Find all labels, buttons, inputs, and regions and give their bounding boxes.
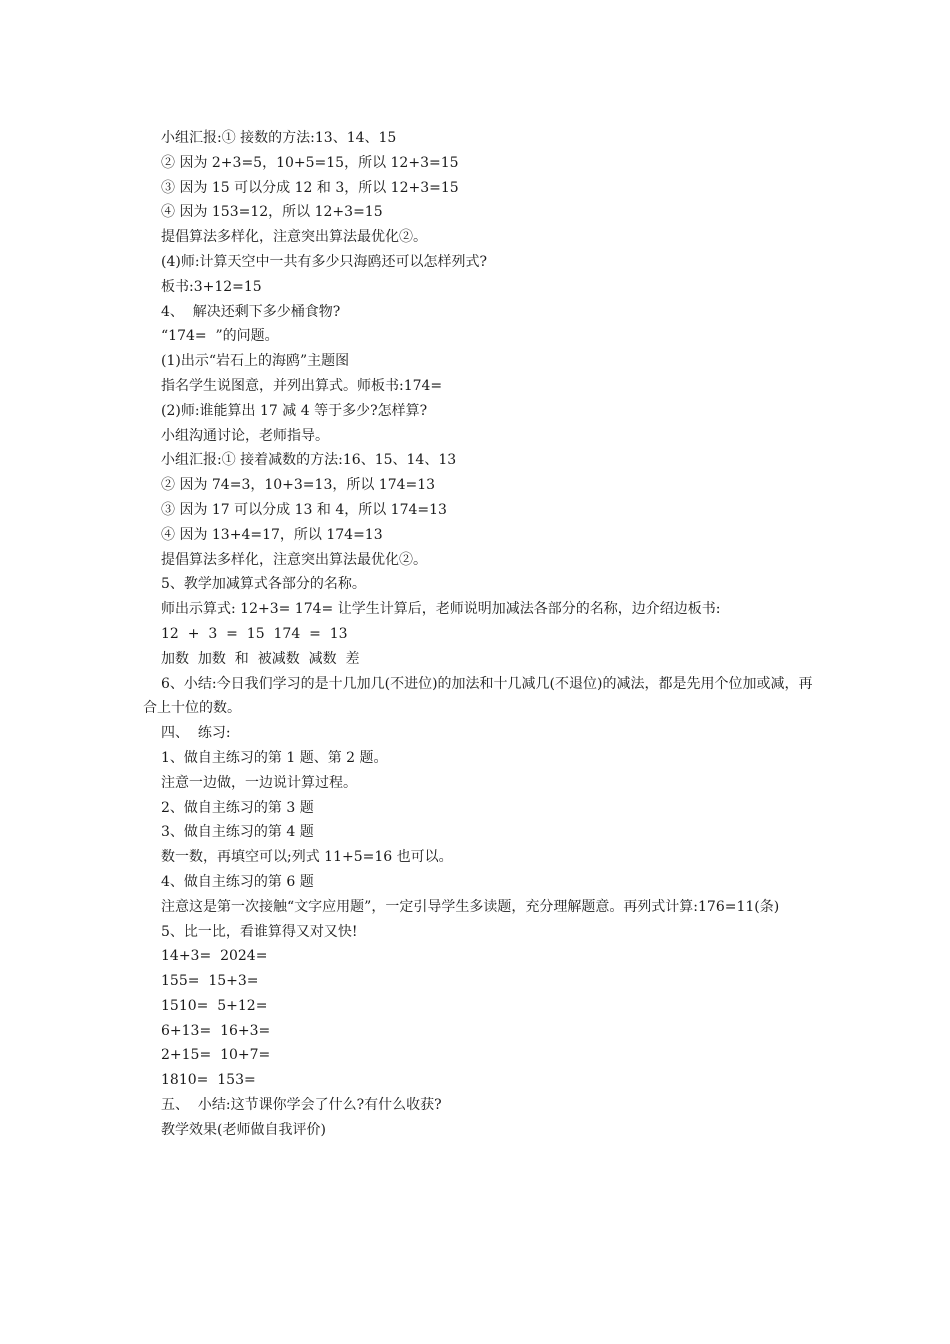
- section-heading: 4、 解决还剩下多少桶食物?: [161, 303, 341, 320]
- text-line: 教学效果(老师做自我评价): [161, 1121, 326, 1138]
- exercise-line: 6+13= 16+3=: [161, 1022, 271, 1039]
- section-heading: 四、 练习:: [161, 725, 231, 742]
- text-line: ③ 因为 15 可以分成 12 和 3，所以 12+3=15: [161, 179, 459, 196]
- text-line: ② 因为 2+3=5，10+5=15，所以 12+3=15: [161, 154, 459, 171]
- exercise-line: 155= 15+3=: [161, 973, 259, 990]
- text-line: 小组沟通讨论，老师指导。: [161, 427, 329, 444]
- text-line: 3、做自主练习的第 4 题: [161, 824, 314, 841]
- exercise-line: 2+15= 10+7=: [161, 1047, 271, 1064]
- document-body: [143, 126, 823, 1143]
- text-line: 4、做自主练习的第 6 题: [161, 873, 314, 890]
- text-line: 师出示算式: 12+3= 174= 让学生计算后，老师说明加减法各部分的名称，边介绍边板书:: [161, 601, 721, 618]
- formula-line: 12 + 3 = 15 174 = 13: [161, 625, 348, 642]
- text-line: ④ 因为 13+4=17，所以 174=13: [161, 526, 383, 543]
- text-line: 2、做自主练习的第 3 题: [161, 799, 314, 816]
- section-heading: 5、教学加减算式各部分的名称。: [161, 576, 366, 593]
- text-line: 指名学生说图意，并列出算式。师板书:174=: [161, 377, 443, 394]
- text-line: (1)出示“岩石上的海鸥”主题图: [161, 353, 350, 370]
- text-line: 提倡算法多样化，注意突出算法最优化②。: [161, 229, 427, 246]
- exercise-line: 14+3= 2024=: [161, 948, 268, 965]
- exercise-line: 1810= 153=: [161, 1072, 256, 1089]
- text-line: 注意一边做，一边说计算过程。: [161, 774, 357, 791]
- text-line: 数一数，再填空可以;列式 11+5=16 也可以。: [161, 849, 453, 866]
- text-line: (4)师:计算天空中一共有多少只海鸥还可以怎样列式?: [161, 253, 488, 270]
- text-line: ② 因为 74=3，10+3=13，所以 174=13: [161, 477, 436, 494]
- formula-labels-line: 加数 加数 和 被减数 减数 差: [161, 650, 360, 667]
- summary-paragraph: 6、小结:今日我们学习的是十几加几(不进位)的加法和十几减几(不退位)的减法，都是先用个位加或减，再合上十位的数。: [143, 675, 813, 717]
- text-line: 小组汇报:① 接数的方法:13、14、15: [161, 130, 397, 146]
- text-line: ③ 因为 17 可以分成 13 和 4，所以 174=13: [161, 501, 447, 518]
- text-line: 5、比一比，看谁算得又对又快!: [161, 923, 358, 940]
- text-line: 板书:3+12=15: [161, 278, 262, 295]
- exercise-line: 1510= 5+12=: [161, 997, 268, 1014]
- note-paragraph: 注意这是第一次接触“文字应用题”，一定引导学生多读题，充分理解题意。再列式计算:176=11(条): [161, 898, 780, 915]
- text-line: “174= ”的问题。: [161, 328, 279, 345]
- text-line: 1、做自主练习的第 1 题、第 2 题。: [161, 749, 388, 766]
- text-line: 提倡算法多样化，注意突出算法最优化②。: [161, 551, 427, 568]
- text-line: ④ 因为 153=12，所以 12+3=15: [161, 204, 383, 221]
- text-line: (2)师:谁能算出 17 减 4 等于多少?怎样算?: [161, 402, 428, 419]
- text-line: 小组汇报:① 接着减数的方法:16、15、14、13: [161, 452, 457, 469]
- section-heading: 五、 小结:这节课你学会了什么?有什么收获?: [161, 1097, 442, 1114]
